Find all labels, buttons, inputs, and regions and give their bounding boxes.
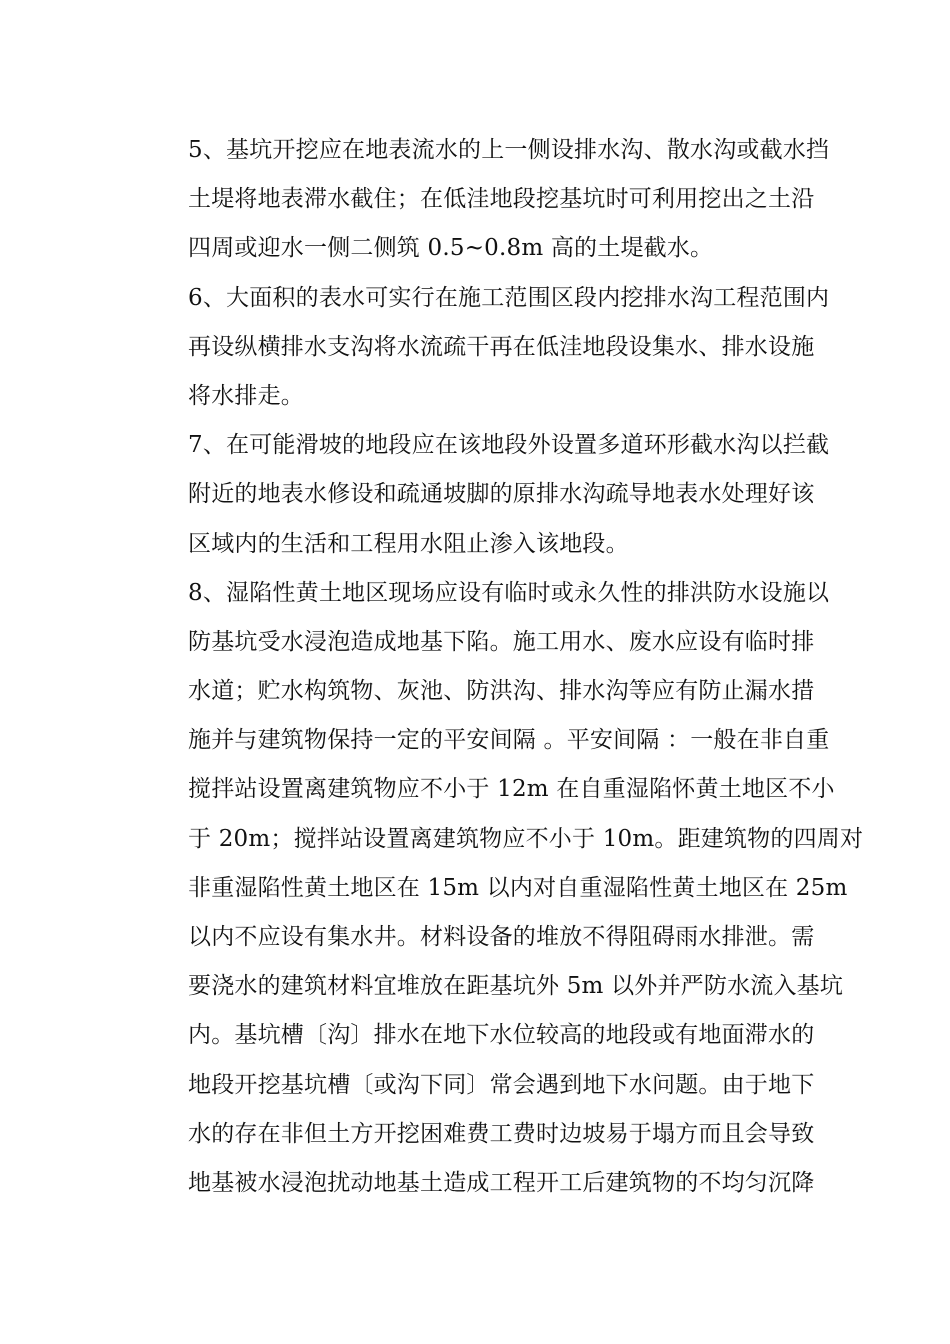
text-line: 将水排走。 — [188, 382, 304, 409]
text-line: 水的存在非但土方开挖困难费工费时边坡易于塌方而且会导致 — [188, 1120, 815, 1147]
text-line: 水道；贮水构筑物、灰池、防洪沟、排水沟等应有防止漏水措 — [188, 678, 815, 705]
text-line: 区域内的生活和工程用水阻止渗入该地段。 — [188, 530, 629, 557]
text-line: 地段开挖基坑槽〔或沟下同〕常会遇到地下水问题。由于地下 — [188, 1071, 815, 1098]
text-line: 土堤将地表滞水截住；在低洼地段挖基坑时可利用挖出之土沿 — [188, 186, 815, 213]
text-line: 再设纵横排水支沟将水流疏干再在低洼地段设集水、排水设施 — [188, 333, 815, 360]
text-line: 内。基坑槽〔沟〕排水在地下水位较高的地段或有地面滞水的 — [188, 1022, 815, 1049]
text-line: 于 20m；搅拌站设置离建筑物应不小于 10m。距建筑物的四周对 — [188, 825, 864, 852]
text-line: 非重湿陷性黄土地区在 15m 以内对自重湿陷性黄土地区在 25m — [188, 874, 848, 901]
text-line: 施并与建筑物保持一定的平安间隔 。平安间隔 ：一般在非自重 — [188, 727, 830, 754]
text-line: 地基被水浸泡扰动地基土造成工程开工后建筑物的不均匀沉降 — [188, 1169, 815, 1196]
text-line: 5、基坑开挖应在地表流水的上一侧设排水沟、散水沟或截水挡 — [188, 137, 830, 163]
text-line: 防基坑受水浸泡造成地基下陷。施工用水、废水应设有临时排 — [188, 628, 815, 655]
text-line: 8、湿陷性黄土地区现场应设有临时或永久性的排洪防水设施以 — [188, 579, 830, 606]
body-text — [188, 126, 864, 1208]
text-line: 四周或迎水一侧二侧筑 0.5~0.8m 高的土堤截水。 — [188, 235, 714, 262]
text-line: 6、大面积的表水可实行在施工范围区段内挖排水沟工程范围内 — [188, 284, 830, 311]
text-line: 搅拌站设置离建筑物应不小于 12m 在自重湿陷怀黄土地区不小 — [188, 776, 835, 803]
text-line: 以内不应设有集水井。材料设备的堆放不得阻碍雨水排泄。需 — [188, 924, 815, 950]
text-line: 7、在可能滑坡的地段应在该地段外设置多道环形截水沟以拦截 — [188, 432, 830, 459]
text-line: 要浇水的建筑材料宜堆放在距基坑外 5m 以外并严防水流入基坑 — [188, 973, 844, 1000]
text-line: 附近的地表水修设和疏通坡脚的原排水沟疏导地表水处理好该 — [188, 481, 815, 508]
